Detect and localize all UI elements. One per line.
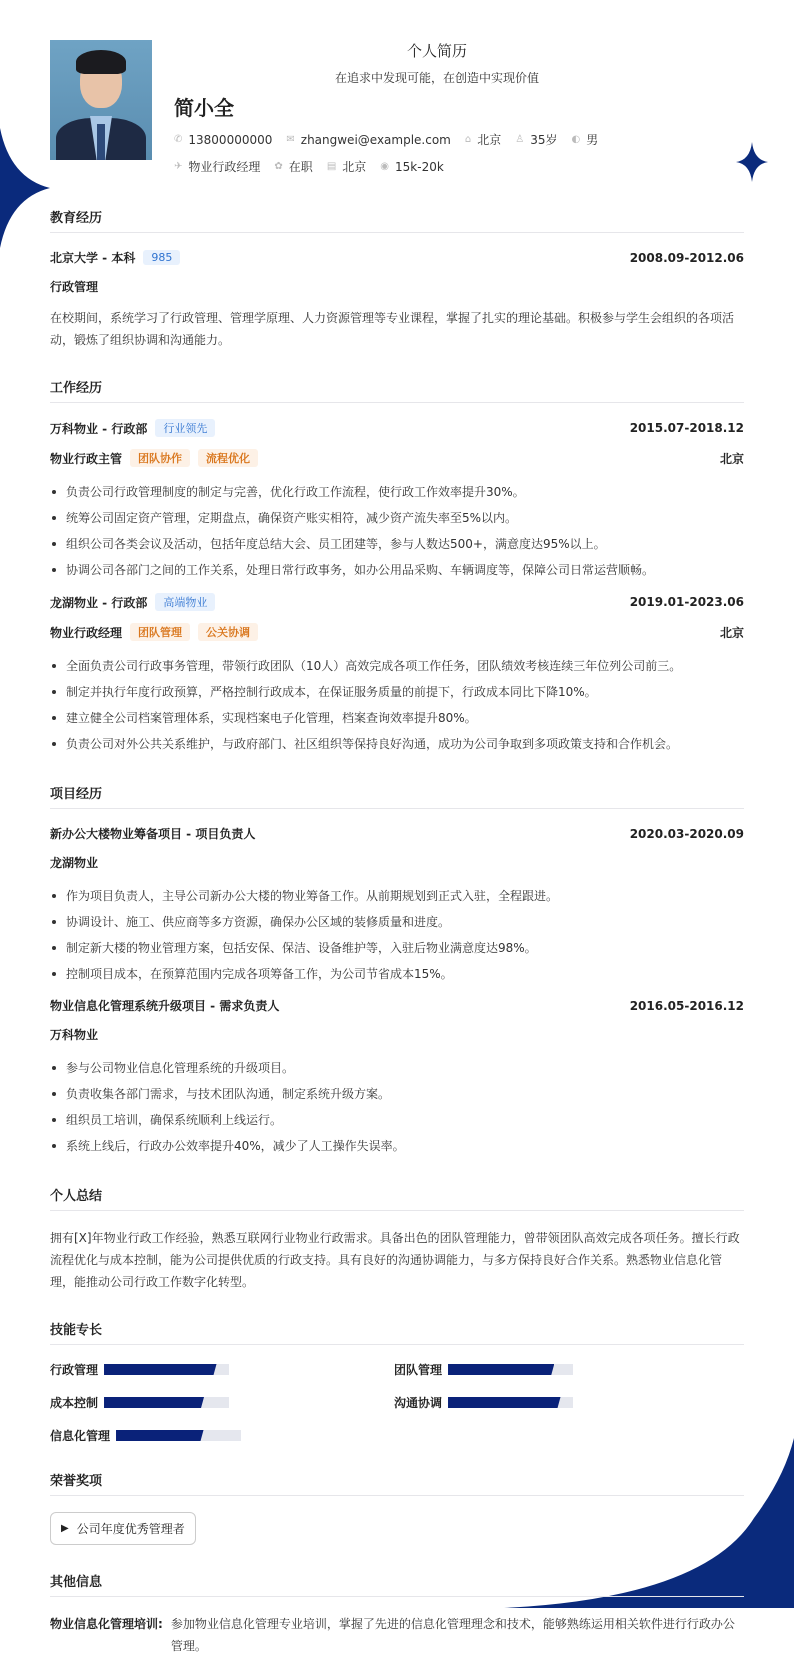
skill-item [394, 1394, 744, 1411]
skill-tag: 流程优化 [198, 449, 258, 467]
page-title: 个人简历 [406, 42, 467, 60]
section-title: 其他信息 [50, 1571, 744, 1597]
skill-name: 成本控制 [50, 1396, 99, 1410]
bullet-item: 负责公司行政管理制度的制定与完善，优化行政工作流程，使行政工作效率提升30%。 [50, 479, 744, 505]
bullet-item: 协调设计、施工、供应商等多方资源，确保办公区域的装修质量和进度。 [50, 909, 744, 935]
award-item [50, 1512, 196, 1545]
header [50, 40, 744, 175]
skill-name: 行政管理 [50, 1363, 99, 1377]
bullet-item: 制定新大楼的物业管理方案，包括安保、保洁、设备维护等，入驻后物业满意度达98%。 [50, 935, 744, 961]
summary-text: 拥有[X]年物业行政工作经验，熟悉互联网行业物业行政需求。具备出色的团队管理能力，曾带领团队高效完成各项任务。擅长行政流程优化与成本控制，能为公司提供优质的行政支持。具有良好的沟通协调能力，与多方保持良好合作关系。熟悉物业信息化管理，能推动公司行政工作数字化转型。 [50, 1231, 740, 1289]
work-item [50, 419, 744, 583]
info-text: 男 [586, 133, 599, 147]
bullet-item: 统筹公司固定资产管理，定期盘点，确保资产账实相符，减少资产流失率至5%以内。 [50, 505, 744, 531]
skill-tag: 团队管理 [130, 623, 190, 641]
info-item [274, 158, 312, 175]
home-icon: ⌂ [464, 134, 472, 145]
project-item [50, 997, 744, 1159]
skill-bar [448, 1397, 573, 1408]
education-section [50, 207, 744, 351]
other-label: 物业信息化管理培训: [50, 1617, 163, 1631]
bullet-item: 建立健全公司档案管理体系，实现档案电子化管理，档案查询效率提升80%。 [50, 705, 744, 731]
info-item [380, 160, 444, 174]
skills-section [50, 1319, 744, 1444]
position-icon: ✈ [174, 161, 183, 172]
section-title: 项目经历 [50, 783, 744, 809]
date: 2015.07-2018.12 [629, 421, 744, 435]
other-section [50, 1571, 744, 1657]
info-text: 15k-20k [395, 159, 444, 174]
school: 北京大学 - 本科 [50, 251, 136, 265]
project-name: 新办公大楼物业筹备项目 - 项目负责人 [50, 827, 256, 841]
info-item [327, 158, 366, 175]
contact-info [174, 131, 744, 148]
info-item [572, 131, 599, 148]
major: 行政管理 [50, 280, 99, 294]
skill-bar [448, 1364, 573, 1375]
info-text: 13800000000 [188, 132, 273, 147]
skill-name: 信息化管理 [50, 1429, 111, 1443]
info-text: 北京 [342, 160, 367, 174]
bullet-item: 组织员工培训，确保系统顺利上线运行。 [50, 1107, 744, 1133]
info-item [174, 133, 272, 147]
salary-icon: ◉ [380, 161, 390, 172]
skill-bar [104, 1364, 229, 1375]
skill-item [50, 1361, 394, 1378]
gender-icon: ◐ [571, 134, 581, 145]
info-item [465, 131, 501, 148]
date: 2020.03-2020.09 [629, 826, 744, 841]
awards-section [50, 1470, 744, 1545]
project-name: 物业信息化管理系统升级项目 - 需求负责人 [50, 999, 280, 1013]
skill-name: 团队管理 [394, 1363, 443, 1377]
motto: 在追求中发现可能，在创造中实现价值 [334, 71, 539, 85]
bullet-item: 协调公司各部门之间的工作关系，处理日常行政事务，如办公用品采购、车辆调度等，保障公司日常运营顺畅。 [50, 557, 744, 583]
info-item [515, 131, 557, 148]
other-text: 参加物业信息化管理专业培训，掌握了先进的信息化管理理念和技术，能够熟练运用相关软件进行行政办公管理。 [170, 1617, 735, 1653]
info-item [174, 158, 260, 175]
city: 北京 [719, 625, 744, 640]
skill-item [50, 1427, 394, 1444]
skill-item [50, 1394, 394, 1411]
bullet-item: 负责公司对外公共关系维护，与政府部门、社区组织等保持良好沟通，成功为公司争取到多项政策支持和合作机会。 [50, 731, 744, 757]
bullet-item: 全面负责公司行政事务管理，带领行政团队（10人）高效完成各项工作任务，团队绩效考核连续三年位列公司前三。 [50, 653, 744, 679]
section-title: 荣誉奖项 [50, 1470, 744, 1496]
info-text: 在职 [288, 160, 313, 174]
work-item [50, 593, 744, 757]
city: 北京 [719, 451, 744, 466]
organization: 龙湖物业 [50, 856, 99, 870]
award-text: 公司年度优秀管理者 [76, 1522, 185, 1536]
date: 2019.01-2023.06 [629, 595, 744, 609]
info-text: zhangwei@example.com [300, 132, 451, 147]
company-tag: 行业领先 [155, 419, 215, 437]
phone-icon: ✆ [174, 134, 183, 145]
role: 物业行政主管 [50, 451, 123, 466]
bullet-item: 参与公司物业信息化管理系统的升级项目。 [50, 1055, 744, 1081]
organization: 万科物业 [50, 1028, 99, 1042]
mail-icon: ✉ [286, 134, 295, 145]
work-section [50, 377, 744, 757]
bullet-item: 负责收集各部门需求，与技术团队沟通，制定系统升级方案。 [50, 1081, 744, 1107]
bullet-item: 系统上线后，行政办公效率提升40%，减少了人工操作失误率。 [50, 1133, 744, 1159]
section-title: 工作经历 [50, 377, 744, 403]
projects-section [50, 783, 744, 1159]
status-icon: ✿ [274, 161, 283, 172]
company: 龙湖物业 - 行政部 [50, 595, 148, 610]
section-title: 个人总结 [50, 1185, 744, 1211]
bullet-item: 作为项目负责人，主导公司新办公大楼的物业筹备工作。从前期规划到正式入驻，全程跟进。 [50, 883, 744, 909]
job-info [174, 158, 744, 175]
section-title: 技能专长 [50, 1319, 744, 1345]
company: 万科物业 - 行政部 [50, 421, 148, 436]
age-icon: ♙ [515, 134, 525, 145]
bullet-item: 控制项目成本，在预算范围内完成各项筹备工作，为公司节省成本15%。 [50, 961, 744, 987]
date: 2016.05-2016.12 [629, 998, 744, 1013]
skill-tag: 公关协调 [198, 623, 258, 641]
bullet-item: 制定并执行年度行政预算，严格控制行政成本，在保证服务质量的前提下，行政成本同比下降10%。 [50, 679, 744, 705]
info-text: 物业行政经理 [188, 160, 261, 174]
role: 物业行政经理 [50, 625, 123, 640]
summary-section [50, 1185, 744, 1293]
school-tag: 985 [143, 250, 180, 265]
skill-bar [116, 1430, 241, 1441]
project-item [50, 825, 744, 987]
education-description: 在校期间，系统学习了行政管理、管理学原理、人力资源管理等专业课程，掌握了扎实的理论基础。积极参与学生会组织的各项活动，锻炼了组织协调和沟通能力。 [50, 311, 735, 347]
info-text: 北京 [477, 133, 502, 147]
info-text: 35岁 [530, 133, 558, 147]
bullet-item: 组织公司各类会议及活动，包括年度总结大会、员工团建等，参与人数达500+，满意度达95%以上。 [50, 531, 744, 557]
skill-tag: 团队协作 [130, 449, 190, 467]
candidate-name: 简小全 [174, 96, 234, 120]
info-item [286, 133, 451, 147]
triangle-right-icon: ▶ [61, 1523, 69, 1534]
company-tag: 高端物业 [155, 593, 215, 611]
skill-item [394, 1361, 744, 1378]
skill-name: 沟通协调 [394, 1396, 443, 1410]
skill-bar [104, 1397, 229, 1408]
date: 2008.09-2012.06 [629, 250, 744, 265]
section-title: 教育经历 [50, 207, 744, 233]
city-icon: ▤ [326, 161, 337, 172]
